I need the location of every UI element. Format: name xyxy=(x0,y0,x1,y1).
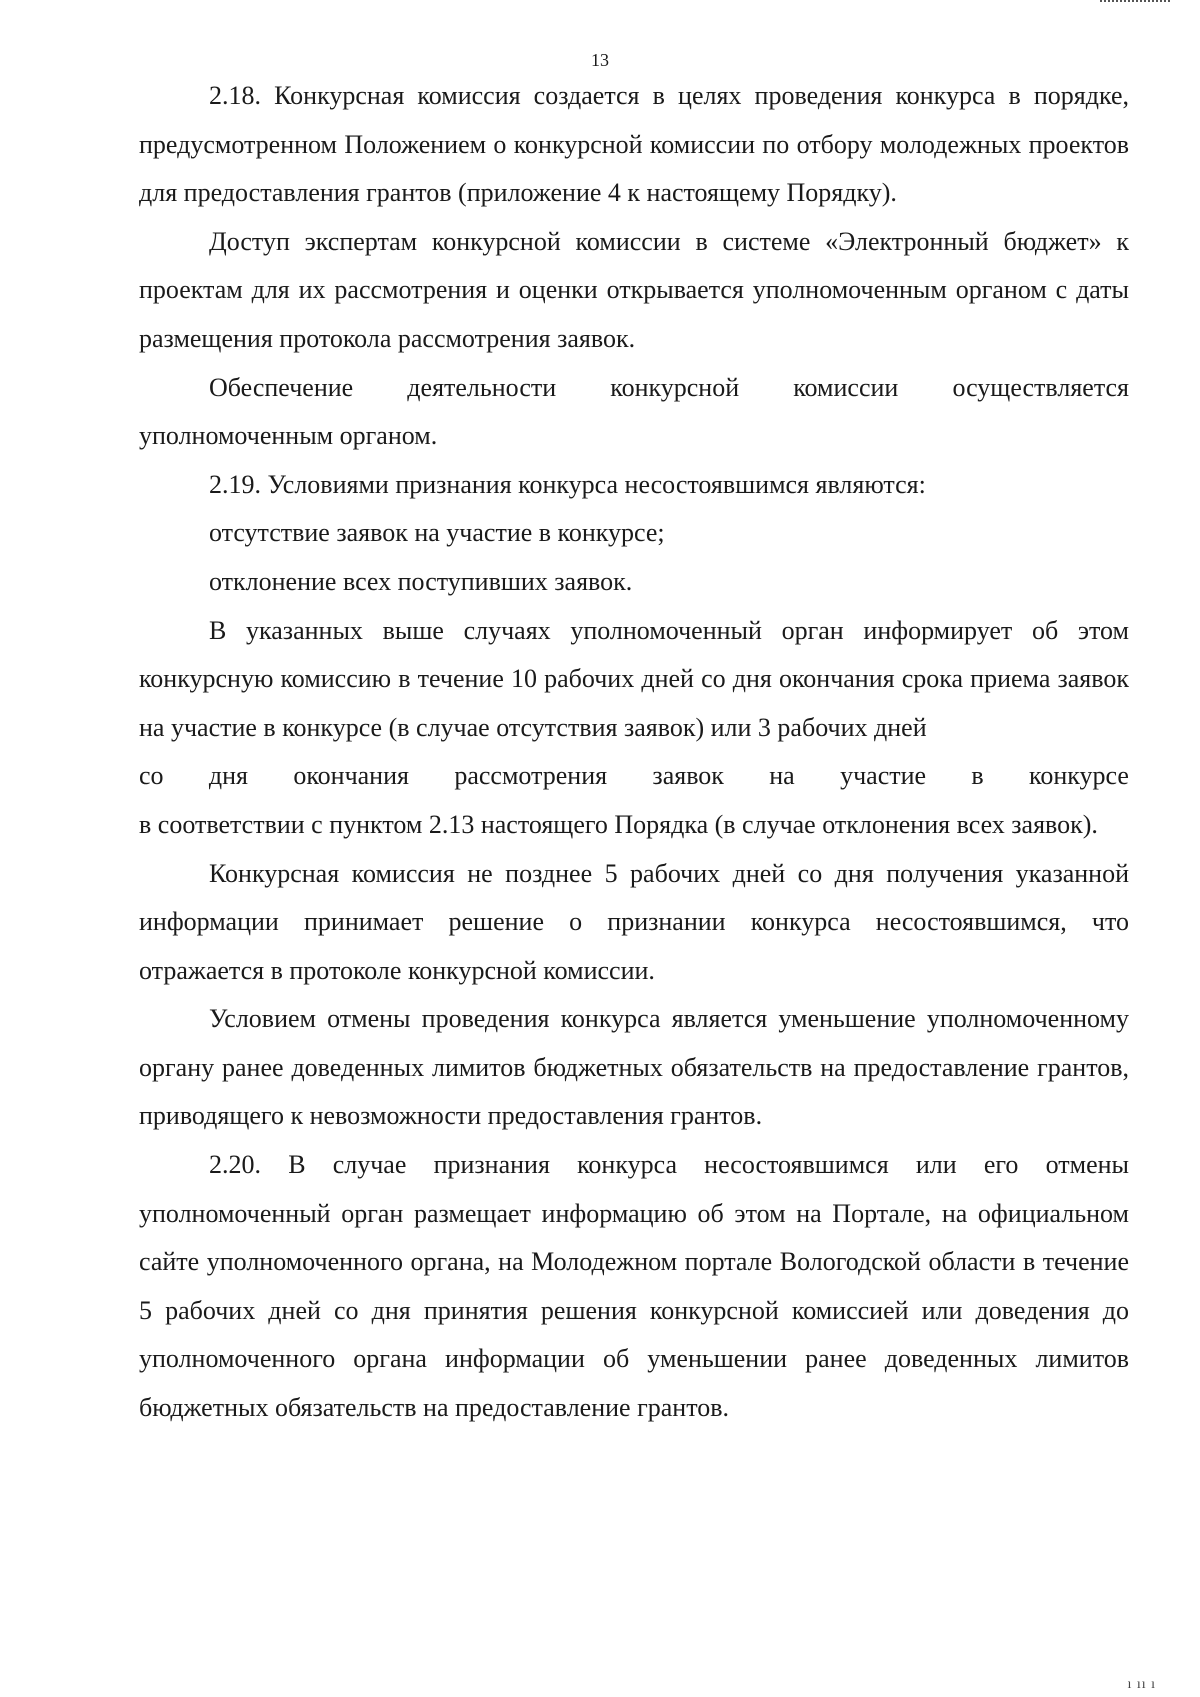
paragraph-expert-access: Доступ экспертам конкурсной комиссии в системе «Электронный бюджет» к проектам для их рассмотрения и оценки открывается уполномоченным органом с даты размещения протокола рассмотрения заявок. xyxy=(139,226,1129,353)
spread-word: дня xyxy=(208,761,248,791)
paragraph-decision: Конкурсная комиссия не позднее 5 рабочих дней со дня получения указанной информации принимает решение о признании конкурса несостоявшимся, что отражается в протоколе конкурсной комиссии. xyxy=(139,858,1129,985)
spread-word: конкурсе xyxy=(1029,761,1129,791)
document-body xyxy=(139,72,1129,1433)
spread-word: со xyxy=(139,761,164,791)
paragraph-2-18: 2.18. Конкурсная комиссия создается в целях проведения конкурса в порядке, предусмотренном Положением о конкурсной комиссии по отбору молодежных проектов для предоставления грантов (приложение 4 к настоящему Порядку). xyxy=(139,81,1129,208)
paragraph-2-19: 2.19. Условиями признания конкурса несостоявшимся являются: xyxy=(209,469,926,499)
paragraph-notification-part2: в соответствии с пунктом 2.13 настоящего Порядка (в случае отклонения всех заявок). xyxy=(139,809,1098,839)
spread-word: рассмотрения xyxy=(454,761,608,791)
spread-word: участие xyxy=(840,761,927,791)
paragraph-cancellation-condition: Условием отмены проведения конкурса является уменьшение уполномоченному органу ранее доведенных лимитов бюджетных обязательств на предоставление грантов, приводящего к невозможности предоставления грантов. xyxy=(139,1004,1129,1131)
spread-word: окончания xyxy=(293,761,409,791)
spread-word: на xyxy=(769,761,795,791)
spread-word: заявок xyxy=(652,761,724,791)
list-item-all-rejected: отклонение всех поступивших заявок. xyxy=(209,566,633,596)
scan-bottom-mark: ı ıı ı xyxy=(1127,1677,1156,1692)
scan-edge-mark xyxy=(1100,0,1170,6)
spread-justified-line xyxy=(139,752,1129,801)
list-item-no-applications: отсутствие заявок на участие в конкурсе; xyxy=(209,518,665,548)
paragraph-2-20: 2.20. В случае признания конкурса несостоявшимся или его отмены уполномоченный орган размещает информацию об этом на Портале, на официальном сайте уполномоченного органа, на Молодежном портале Вологодской области в течение 5 рабочих дней со дня принятия решения конкурсной комиссией или доведения до уполномоченного органа информации об уменьшении ранее доведенных лимитов бюджетных обязательств на предоставление грантов. xyxy=(139,1150,1129,1423)
paragraph-commission-support: Обеспечение деятельности конкурсной комиссии осуществляется уполномоченным органом. xyxy=(139,372,1129,451)
spread-word: в xyxy=(971,761,984,791)
paragraph-notification-part1: В указанных выше случаях уполномоченный орган информирует об этом конкурсную комиссию в течение 10 рабочих дней со дня окончания срока приема заявок на участие в конкурсе (в случае отсутствия заявок) или 3 рабочих дней xyxy=(139,615,1129,742)
page-number: 13 xyxy=(591,50,609,70)
